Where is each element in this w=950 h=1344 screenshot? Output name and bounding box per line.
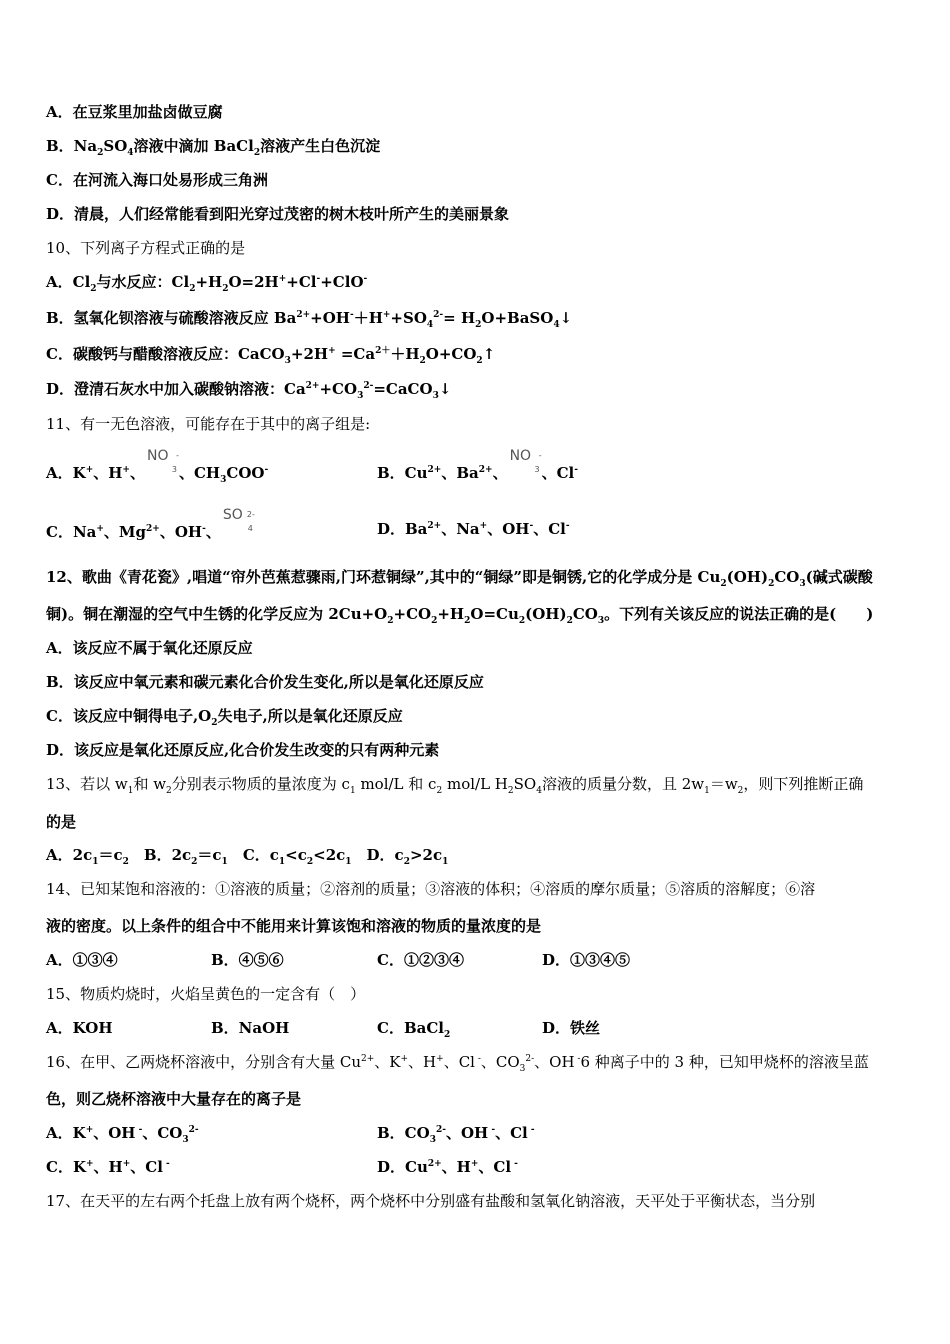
- q10-option-d: D．澄清石灰水中加入碳酸钠溶液：$Ca^{2+}+CO_3^{2-}=CaCO_3↓$: [46, 380, 452, 401]
- q11-option-a: A．K+、H+、 NO - 3 、$CH_3COO^-$: [46, 448, 269, 485]
- q9-option-c: C．在河流入海口处易形成三角洲: [46, 171, 268, 189]
- q12-option-a: A．该反应不属于氧化还原反应: [46, 639, 253, 657]
- q9-option-d: D．清晨，人们经常能看到阳光穿过茂密的树木枝叶所产生的美丽景象: [46, 205, 510, 223]
- q9-option-a: A．在豆浆里加盐卤做豆腐: [46, 103, 223, 121]
- q14-option-a: A．①③④: [46, 951, 118, 969]
- q14-stem-line1: 14、已知某饱和溶液的：①溶液的质量；②溶剂的质量；③溶液的体积；④溶质的摩尔质量；⑤溶质的溶解度；⑥溶: [46, 880, 816, 898]
- q15-option-c: C．BaCl$_2$: [377, 1019, 451, 1040]
- q10-option-c: C．碳酸钙与醋酸溶液反应：CaCO$_3$+2H+ $=Ca^{2+}+H_2O+CO_2↑$: [46, 345, 496, 366]
- q12-stem-line1: 12、歌曲《青花瓷》,唱道“帘外芭蕉惹骤雨,门环惹铜绿”,其中的“铜绿”即是铜锈,它的化学成分是 $Cu_2(OH)_2CO_3$(碱式碳酸: [46, 568, 873, 589]
- q16-option-b: B．$CO_3^{2-}$、OH -、Cl -: [377, 1124, 535, 1145]
- q11-option-c: C．Na+、$Mg^{2+}$、OH-、 SO 2- 4: [46, 507, 255, 541]
- q15-option-d: D．铁丝: [542, 1019, 601, 1037]
- q10-option-b: B．氢氧化钡溶液与硫酸溶液反应 $Ba^{2+}+OH^-+H^++SO_4^{2-}=$ $H_2O+BaSO_4↓$: [46, 309, 573, 330]
- q15-stem: 15、物质灼烧时，火焰呈黄色的一定含有（ ）: [46, 985, 366, 1003]
- q14-option-d: D．①③④⑤: [542, 951, 631, 969]
- q10-option-a: A．$Cl_2$与水反应：$Cl_2+H_2O=2H^++Cl^-+ClO^-$: [46, 273, 368, 294]
- nitrate-formula: NO - 3: [509, 448, 542, 474]
- q12-stem-line2: 铜)。铜在潮湿的空气中生锈的化学反应为 $2Cu+O_2+CO_2+H_2O=Cu_2(OH)_2CO_3$。下列有关该反应的说法正确的是( ): [46, 605, 874, 626]
- q11-stem: 11、有一无色溶液，可能存在于其中的离子组是:: [46, 415, 371, 433]
- nitrate-formula: NO - 3: [146, 448, 179, 474]
- q16-option-d: D．$Cu^{2+}$、H+、Cl -: [377, 1158, 518, 1176]
- sulfate-formula: SO 2- 4: [222, 507, 255, 533]
- q13-stem-line1: 13、若以 $w_1$和 $w_2$分别表示物质的量浓度为 $c_1$ mol/L 和 $c_2$ mol/L $H_2SO_4$溶液的质量分数，且 $2w_1=w_2$，则下列推断正确: [46, 775, 864, 796]
- q12-option-b: B．该反应中氧元素和碳元素化合价发生变化,所以是氧化还原反应: [46, 673, 484, 691]
- q12-option-d: D．该反应是氧化还原反应,化合价发生改变的只有两种元素: [46, 741, 440, 759]
- q11-option-d: D．$Ba^{2+}$、Na+、OH-、Cl-: [377, 520, 570, 538]
- q16-option-a: A．K+、OH -、$CO_3^{2-}$: [46, 1124, 199, 1145]
- q17-stem-line1: 17、在天平的左右两个托盘上放有两个烧杯，两个烧杯中分别盛有盐酸和氢氧化钠溶液，天平处于平衡状态，当分别: [46, 1192, 816, 1210]
- q13-options: A．$2c_1=c_2$ B．$2c_2=c_1$ C．$c_1<c_2<2c_1$ D．$c_2>2c_1$: [46, 846, 449, 867]
- q11-option-b: B．$Cu^{2+}$、$Ba^{2+}$、 NO - 3 、Cl-: [377, 448, 578, 482]
- q10-stem: 10、下列离子方程式正确的是: [46, 239, 246, 257]
- q16-option-c: C．K+、H+、Cl -: [46, 1158, 170, 1176]
- q15-option-a: A．KOH: [46, 1019, 113, 1037]
- q16-stem-line1: 16、在甲、乙两烧杯溶液中，分别含有大量 $Cu^{2+}$、K+、H+、Cl -、$CO_3^{2-}$、OH -6 种离子中的 3 种，已知甲烧杯的溶液呈蓝: [46, 1053, 869, 1074]
- q14-option-b: B．④⑤⑥: [211, 951, 284, 969]
- q12-option-c: C．该反应中铜得电子$,O_2$失电子,所以是氧化还原反应: [46, 707, 403, 728]
- q9-option-b: B．$Na_2SO_4$溶液中滴加 BaCl$_2$溶液产生白色沉淀: [46, 137, 381, 158]
- q13-stem-line2: 的是: [46, 813, 77, 831]
- q14-stem-line2: 液的密度。以上条件的组合中不能用来计算该饱和溶液的物质的量浓度的是: [46, 917, 542, 935]
- q14-option-c: C．①②③④: [377, 951, 464, 969]
- q15-option-b: B．NaOH: [211, 1019, 290, 1037]
- q16-stem-line2: 色，则乙烧杯溶液中大量存在的离子是: [46, 1090, 302, 1108]
